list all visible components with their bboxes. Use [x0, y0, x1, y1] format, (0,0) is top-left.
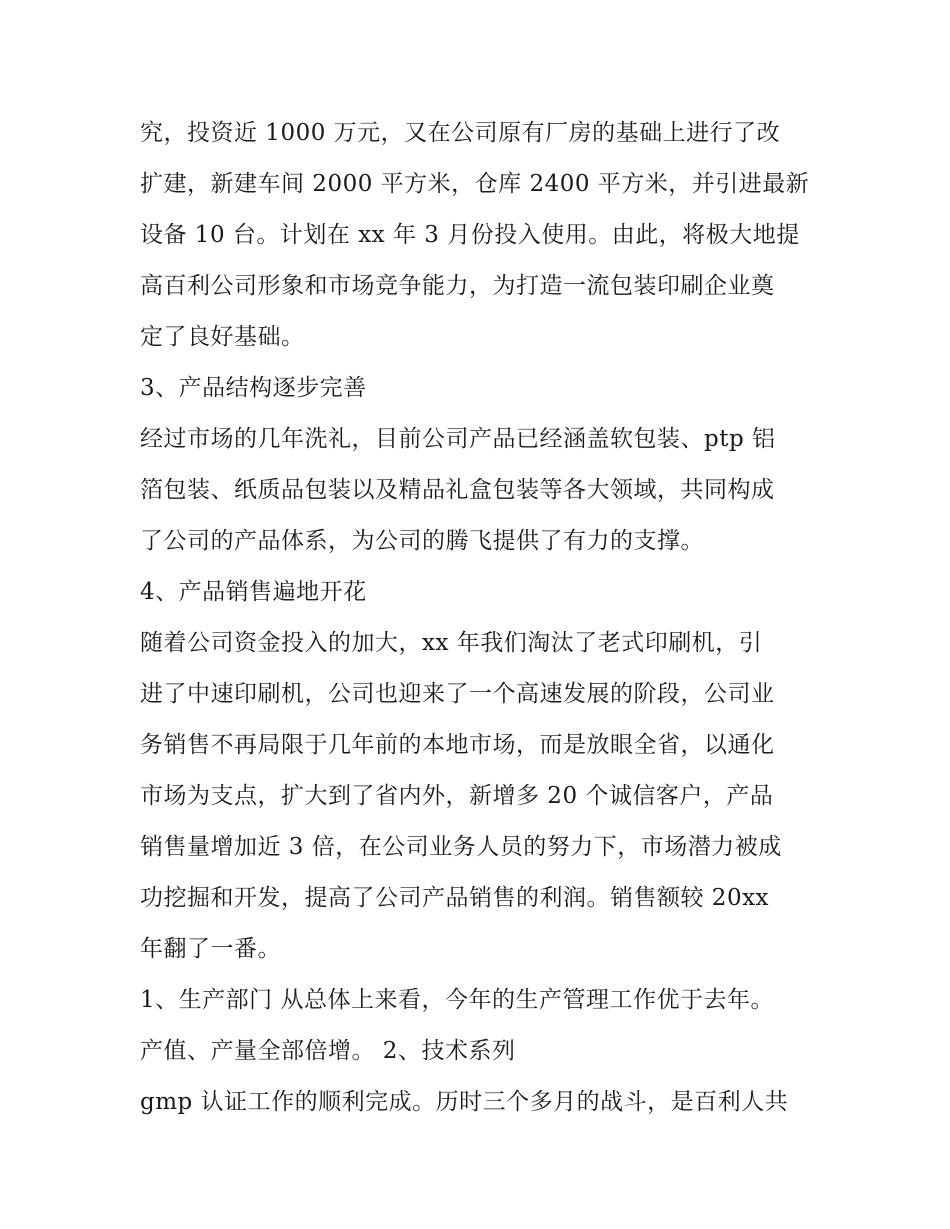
- paragraph-line: 销售量增加近 3 倍，在公司业务人员的努力下，市场潜力被成: [140, 834, 782, 860]
- paragraph-line: 年翻了一番。: [140, 936, 281, 962]
- paragraph-line: 市场为支点，扩大到了省内外，新增多 20 个诚信客户，产品: [140, 783, 774, 809]
- paragraph-line: 高百利公司形象和市场竞争能力，为打造一流包装印刷企业奠: [140, 273, 775, 299]
- section-heading: 4、产品销售遍地开花: [140, 579, 367, 605]
- paragraph-line: 1、生产部门 从总体上来看，今年的生产管理工作优于去年。: [140, 987, 774, 1013]
- paragraph-line: 产值、产量全部倍增。 2、技术系列: [140, 1038, 516, 1064]
- paragraph-line: gmp 认证工作的顺利完成。历时三个多月的战斗，是百利人共: [140, 1089, 789, 1115]
- paragraph-line: 进了中速印刷机，公司也迎来了一个高速发展的阶段，公司业: [140, 681, 775, 707]
- paragraph-line: 设备 10 台。计划在 xx 年 3 月份投入使用。由此，将极大地提: [140, 222, 800, 248]
- document-body: [140, 108, 820, 1128]
- paragraph-line: 定了良好基础。: [140, 324, 305, 350]
- paragraph-line: 扩建，新建车间 2000 平方米，仓库 2400 平方米，并引进最新: [140, 171, 810, 197]
- paragraph-line: 功挖掘和开发，提高了公司产品销售的利润。销售额较 20xx: [140, 885, 770, 911]
- section-heading: 3、产品结构逐步完善: [140, 375, 367, 401]
- paragraph-line: 了公司的产品体系，为公司的腾飞提供了有力的支撑。: [140, 528, 704, 554]
- paragraph-line: 务销售不再局限于几年前的本地市场，而是放眼全省，以通化: [140, 732, 775, 758]
- paragraph-line: 随着公司资金投入的加大，xx 年我们淘汰了老式印刷机，引: [140, 630, 763, 656]
- paragraph-line: 究，投资近 1000 万元，又在公司原有厂房的基础上进行了改: [140, 120, 781, 146]
- paragraph-line: 经过市场的几年洗礼，目前公司产品已经涵盖软包装、ptp 铝: [140, 426, 776, 452]
- paragraph-line: 箔包装、纸质品包装以及精品礼盒包装等各大领域，共同构成: [140, 477, 775, 503]
